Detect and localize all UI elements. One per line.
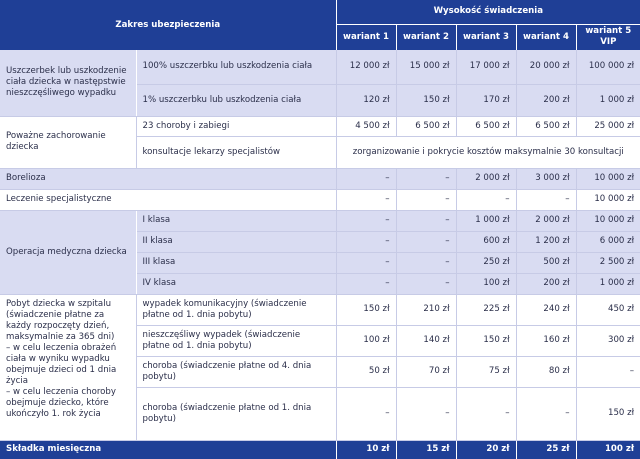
cell-value: – xyxy=(396,210,456,231)
cell-value: 15 000 zł xyxy=(396,50,456,84)
cell-value: – xyxy=(396,387,456,440)
header-zakres: Zakres ubezpieczenia xyxy=(0,0,336,50)
footer-value: 25 zł xyxy=(516,440,576,459)
row-label-zachorowanie: Poważne zachorowanie dziecka xyxy=(0,116,136,168)
cell-value: 6 000 zł xyxy=(576,231,640,252)
cell-value: 2 000 zł xyxy=(516,210,576,231)
table-row xyxy=(0,210,640,231)
cell-value: 10 000 zł xyxy=(576,189,640,210)
cell-value: 1 000 zł xyxy=(456,210,516,231)
footer-value: 20 zł xyxy=(456,440,516,459)
header-variant-3: wariant 3 xyxy=(456,24,516,50)
footer-value: 10 zł xyxy=(336,440,396,459)
cell-value: 6 500 zł xyxy=(516,116,576,136)
row-label-operacja: Operacja medyczna dziecka xyxy=(0,210,136,294)
cell-value: – xyxy=(396,168,456,189)
cell-value: 140 zł xyxy=(396,325,456,356)
sub-label: IV klasa xyxy=(136,273,336,294)
cell-value: 150 zł xyxy=(336,294,396,325)
cell-value: 150 zł xyxy=(396,84,456,116)
cell-value: 450 zł xyxy=(576,294,640,325)
cell-value: 25 000 zł xyxy=(576,116,640,136)
sub-label: I klasa xyxy=(136,210,336,231)
footer-value: 15 zł xyxy=(396,440,456,459)
cell-value: – xyxy=(396,231,456,252)
cell-value: 10 000 zł xyxy=(576,210,640,231)
cell-value: 100 zł xyxy=(336,325,396,356)
cell-value: 200 zł xyxy=(516,84,576,116)
sub-label: 100% uszczerbku lub uszkodzenia ciała xyxy=(136,50,336,84)
cell-value: 20 000 zł xyxy=(516,50,576,84)
row-label-pobyt xyxy=(0,294,136,440)
header-variant-2: wariant 2 xyxy=(396,24,456,50)
cell-value: – xyxy=(516,189,576,210)
cell-value: 75 zł xyxy=(456,356,516,387)
cell-value: 100 000 zł xyxy=(576,50,640,84)
cell-value: – xyxy=(396,273,456,294)
table-row xyxy=(0,116,640,136)
cell-value: – xyxy=(336,210,396,231)
sub-label: choroba (świadczenie płatne od 4. dnia pobytu) xyxy=(136,356,336,387)
cell-value: – xyxy=(336,168,396,189)
cell-value: – xyxy=(336,231,396,252)
cell-value: 150 zł xyxy=(576,387,640,440)
cell-value: – xyxy=(336,252,396,273)
cell-value: 17 000 zł xyxy=(456,50,516,84)
merged-value: zorganizowanie i pokrycie kosztów maksymalnie 30 konsultacji xyxy=(336,136,640,168)
sub-label: konsultacje lekarzy specjalistów xyxy=(136,136,336,168)
row-label-uszczerbek: Uszczerbek lub uszkodzenie ciała dziecka w następstwie nieszczęśliwego wypadku xyxy=(0,50,136,116)
cell-value: 1 000 zł xyxy=(576,273,640,294)
cell-value: – xyxy=(456,189,516,210)
table-row xyxy=(0,168,640,189)
cell-value: 210 zł xyxy=(396,294,456,325)
cell-value: – xyxy=(576,356,640,387)
cell-value: 1 000 zł xyxy=(576,84,640,116)
sub-label: 1% uszczerbku lub uszkodzenia ciała xyxy=(136,84,336,116)
row-label-borelioza: Borelioza xyxy=(0,168,336,189)
cell-value: 300 zł xyxy=(576,325,640,356)
cell-value: 160 zł xyxy=(516,325,576,356)
cell-value: 12 000 zł xyxy=(336,50,396,84)
cell-value: 100 zł xyxy=(456,273,516,294)
cell-value: 200 zł xyxy=(516,273,576,294)
cell-value: 6 500 zł xyxy=(396,116,456,136)
table-row xyxy=(0,189,640,210)
cell-value: 50 zł xyxy=(336,356,396,387)
footer-value: 100 zł xyxy=(576,440,640,459)
sub-label: II klasa xyxy=(136,231,336,252)
row-label-leczenie: Leczenie specjalistyczne xyxy=(0,189,336,210)
header-variant-1: wariant 1 xyxy=(336,24,396,50)
cell-value: 3 000 zł xyxy=(516,168,576,189)
cell-value: 6 500 zł xyxy=(456,116,516,136)
cell-value: – xyxy=(516,387,576,440)
header-variant-4: wariant 4 xyxy=(516,24,576,50)
table-row xyxy=(0,50,640,84)
cell-value: 225 zł xyxy=(456,294,516,325)
cell-value: 10 000 zł xyxy=(576,168,640,189)
header-variant-5: wariant 5 VIP xyxy=(576,24,640,50)
cell-value: – xyxy=(336,273,396,294)
cell-value: – xyxy=(336,189,396,210)
pobyt-label: Pobyt dziecka w szpitalu (świadczenie płatne za każdy rozpoczęty dzień, maksymalnie za 365 dni) xyxy=(6,298,115,342)
pobyt-bullet-2: – w celu leczenia choroby obejmuje dziecko, które ukończyło 1. rok życia xyxy=(6,386,116,419)
cell-value: 2 000 zł xyxy=(456,168,516,189)
cell-value: 2 500 zł xyxy=(576,252,640,273)
sub-label: III klasa xyxy=(136,252,336,273)
cell-value: – xyxy=(336,387,396,440)
cell-value: 1 200 zł xyxy=(516,231,576,252)
cell-value: – xyxy=(396,189,456,210)
cell-value: – xyxy=(456,387,516,440)
cell-value: 150 zł xyxy=(456,325,516,356)
cell-value: – xyxy=(396,252,456,273)
cell-value: 250 zł xyxy=(456,252,516,273)
pobyt-bullet-1: – w celu leczenia obrażeń ciała w wyniku wypadku obejmuje dzieci od 1 dnia życia xyxy=(6,342,117,386)
cell-value: 4 500 zł xyxy=(336,116,396,136)
footer-label: Składka miesięczna xyxy=(0,440,336,459)
cell-value: 600 zł xyxy=(456,231,516,252)
cell-value: 500 zł xyxy=(516,252,576,273)
footer-row xyxy=(0,440,640,459)
header-wysokosc: Wysokość świadczenia xyxy=(336,0,640,24)
sub-label: nieszczęśliwy wypadek (świadczenie płatne od 1. dnia pobytu) xyxy=(136,325,336,356)
cell-value: 70 zł xyxy=(396,356,456,387)
table-row xyxy=(0,294,640,325)
cell-value: 240 zł xyxy=(516,294,576,325)
cell-value: 80 zł xyxy=(516,356,576,387)
cell-value: 170 zł xyxy=(456,84,516,116)
sub-label: wypadek komunikacyjny (świadczenie płatne od 1. dnia pobytu) xyxy=(136,294,336,325)
cell-value: 120 zł xyxy=(336,84,396,116)
sub-label: 23 choroby i zabiegi xyxy=(136,116,336,136)
sub-label: choroba (świadczenie płatne od 1. dnia pobytu) xyxy=(136,387,336,440)
